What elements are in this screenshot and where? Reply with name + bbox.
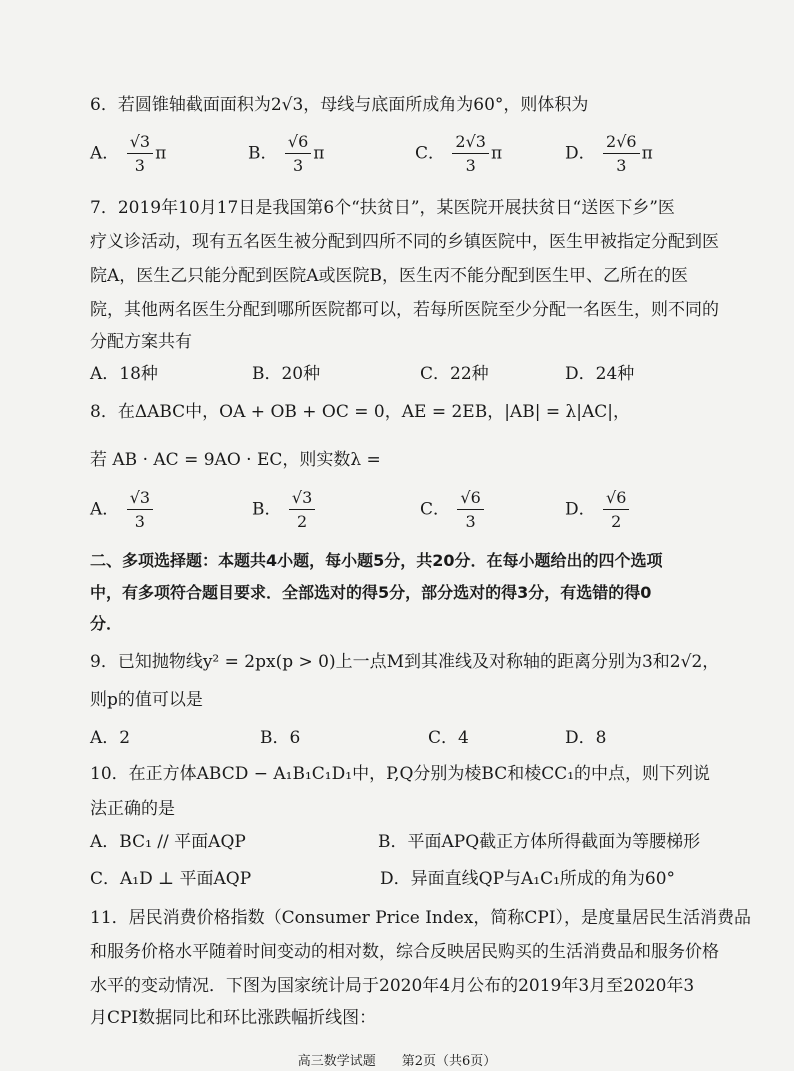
q11-line-2: 和服务价格水平随着时间变动的相对数，综合反映居民购买的生活消费品和服务价格 [90,942,719,962]
q6-option-b [248,134,324,174]
q9-option-b: B．6 [260,728,301,748]
q10-option-d: D．异面直线QP与A₁C₁所成的角为60° [380,869,676,889]
q9-option-c: C．4 [428,728,469,748]
q10-line-2: 法正确的是 [90,799,175,819]
fraction [457,490,483,530]
q8-line-1: 8．在ΔABC中，OA + OB + OC = 0，AE = 2EB，|AB| = λ|AC|， [90,402,630,422]
q9-line-1: 9．已知抛物线y² = 2px(p > 0)上一点M到其准线及对称轴的距离分别为3和2√2， [90,652,720,672]
denominator: 2 [297,512,308,531]
denominator: 3 [293,156,304,175]
q6-option-a [90,134,166,174]
pi-symbol: π [155,143,167,164]
fraction [127,134,153,174]
q9-option-d: D．8 [565,728,607,748]
option-letter: A． [90,143,120,164]
q8-line-2: 若 AB · AC = 9AO · EC，则实数λ = [90,450,381,470]
q7-line-5: 分配方案共有 [90,332,192,352]
option-letter: C． [420,499,451,520]
pi-symbol: π [313,143,325,164]
q9-line-2: 则p的值可以是 [90,690,203,710]
denominator: 2 [611,512,622,531]
option-letter: B． [248,143,278,164]
denominator: 3 [616,156,627,175]
denominator: 3 [465,512,476,531]
q7-line-2: 疗义诊活动，现有五名医生被分配到四所不同的乡镇医院中，医生甲被指定分配到医 [90,232,719,252]
q7-option-d: D．24种 [565,364,635,384]
fraction [452,134,489,174]
q7-line-1: 7．2019年10月17日是我国第6个“扶贫日”，某医院开展扶贫日“送医下乡”医 [90,198,675,218]
numerator: 2√3 [452,134,489,154]
fraction [127,490,153,530]
denominator: 3 [465,156,476,175]
option-letter: D． [565,499,596,520]
q10-line-1: 10．在正方体ABCD − A₁B₁C₁D₁中，P,Q分别为棱BC和棱CC₁的中点，则下列说 [90,764,711,784]
q9-option-a: A．2 [90,728,131,748]
denominator: 3 [134,156,145,175]
fraction [603,134,640,174]
q7-option-b: B．20种 [252,364,321,384]
numerator: √6 [603,490,629,510]
q7-option-a: A．18种 [90,364,158,384]
q10-option-b: B．平面APQ截正方体所得截面为等腰梯形 [378,832,701,852]
q8-option-a [90,490,155,530]
fraction [285,134,311,174]
option-letter: C． [415,143,446,164]
numerator: √3 [127,134,153,154]
q7-line-3: 院A，医生乙只能分配到医院A或医院B，医生丙不能分配到医生甲、乙所在的医 [90,266,689,286]
q7-option-c: C．22种 [420,364,489,384]
option-letter: B． [252,499,282,520]
denominator: 3 [134,512,145,531]
numerator: √6 [457,490,483,510]
pi-symbol: π [641,143,653,164]
q8-option-c [420,490,486,530]
numerator: √3 [127,490,153,510]
section2-line-1: 二、多项选择题：本题共4小题，每小题5分，共20分．在每小题给出的四个选项 [90,551,663,570]
q7-line-4: 院，其他两名医生分配到哪所医院都可以，若每所医院至少分配一名医生，则不同的 [90,300,719,320]
q8-option-d [565,490,631,530]
q10-option-c: C．A₁D ⊥ 平面AQP [90,869,252,889]
section2-line-3: 分． [90,614,123,633]
numerator: 2√6 [603,134,640,154]
q10-option-a: A．BC₁ // 平面AQP [90,832,246,852]
q11-line-1: 11．居民消费价格指数（Consumer Price Index，简称CPI），是度量居民生活消费品 [90,908,752,928]
option-letter: A． [90,499,120,520]
q11-line-4: 月CPI数据同比和环比涨跌幅折线图： [90,1008,377,1028]
q11-line-3: 水平的变动情况．下图为国家统计局于2020年4月公布的2019年3月至2020年3 [90,976,695,996]
page-footer: 高三数学试题 第2页（共6页） [297,1054,497,1069]
numerator: √6 [285,134,311,154]
fraction [289,490,315,530]
option-letter: D． [565,143,596,164]
q6-option-d [565,134,653,174]
numerator: √3 [289,490,315,510]
section2-line-2: 中，有多项符合题目要求．全部选对的得5分，部分选对的得3分，有选错的得0 [90,583,652,602]
q8-option-b [252,490,317,530]
q6-stem: 6．若圆锥轴截面面积为2√3，母线与底面所成角为60°，则体积为 [90,95,589,115]
pi-symbol: π [490,143,503,164]
fraction [603,490,629,530]
q6-option-c [415,134,502,174]
